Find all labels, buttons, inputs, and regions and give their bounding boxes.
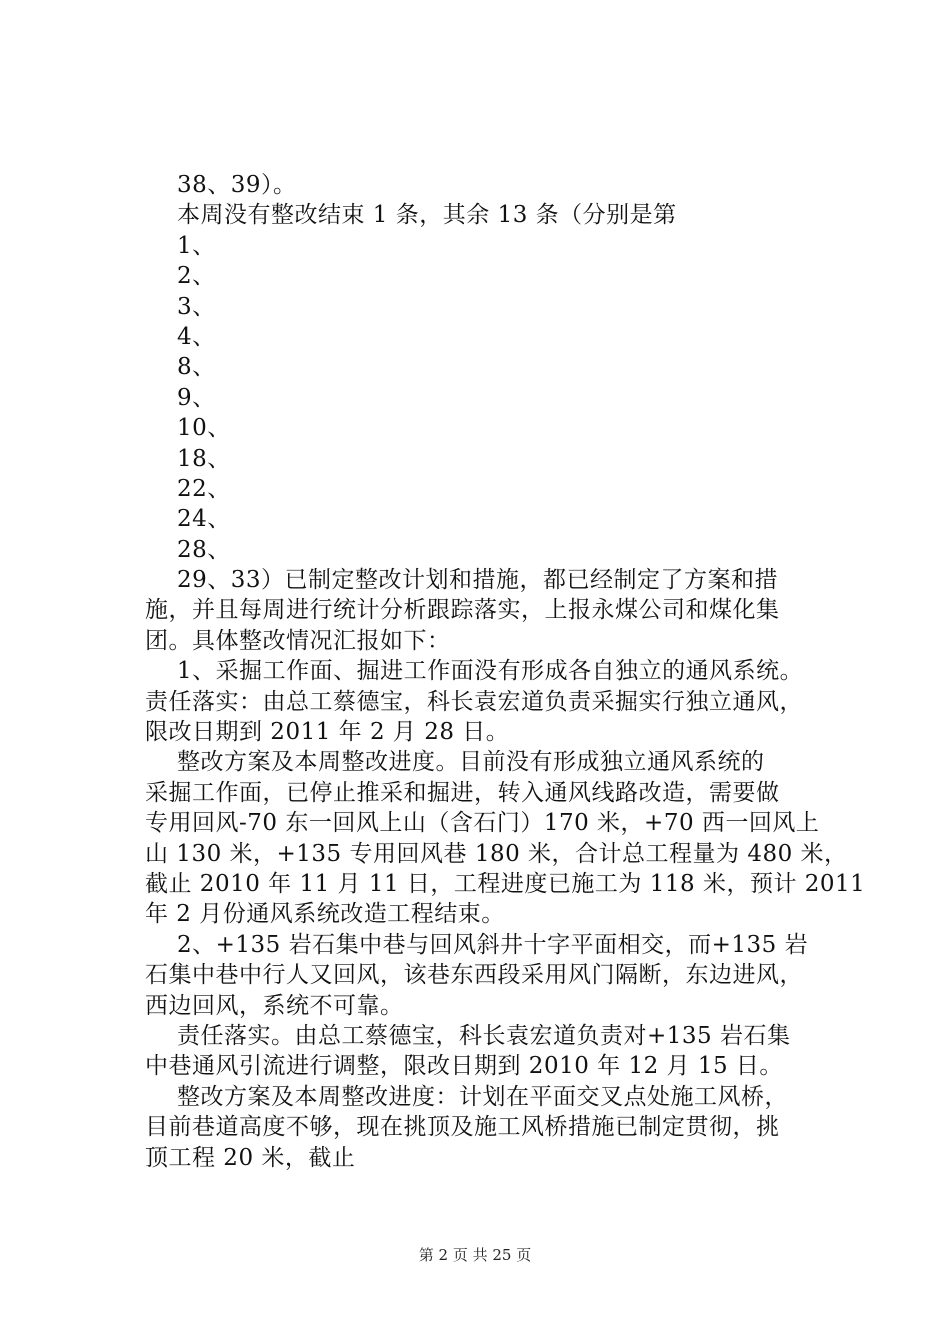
text-line: 专用回风-70 东一回风上山（含石门）170 米，+70 西一回风上 [145,810,820,837]
text-line: 团。具体整改情况汇报如下： [145,627,451,654]
text-line: 38、39）。 [177,172,297,198]
text-line: 1、采掘工作面、掘进工作面没有形成各自独立的通风系统。 [177,658,804,685]
text-line: 责任落实。由总工蔡德宝，科长袁宏道负责对+135 岩石集 [177,1022,791,1049]
text-line: 整改方案及本周整改进度：计划在平面交叉点处施工风桥， [177,1083,788,1110]
list-item: 10、 [177,415,231,442]
list-item: 1、 [177,232,216,259]
text-line: 顶工程 20 米，截止 [145,1144,356,1171]
list-item: 3、 [177,293,216,320]
document-body [145,170,866,1173]
text-line: 施，并且每周进行统计分析跟踪落实，上报永煤公司和煤化集 [145,597,780,624]
text-line: 年 2 月份通风系统改造工程结束。 [145,901,505,928]
text-line: 中巷通风引流进行调整，限改日期到 2010 年 12 月 15 日。 [145,1053,783,1080]
list-item: 4、 [177,323,216,350]
text-line: 责任落实：由总工蔡德宝，科长袁宏道负责采掘实行独立通风， [145,688,803,715]
text-line: 2、+135 岩石集中巷与回风斜井十字平面相交，而+135 岩 [177,931,809,958]
list-item: 8、 [177,354,216,381]
list-item: 28、 [177,536,231,563]
text-line: 29、33）已制定整改计划和措施，都已经制定了方案和措 [177,567,779,594]
text-line: 采掘工作面，已停止推采和掘进，转入通风线路改造，需要做 [145,779,780,806]
list-item: 2、 [177,263,216,290]
text-line: 山 130 米，+135 专用回风巷 180 米，合计总工程量为 480 米， [145,840,848,867]
text-line: 限改日期到 2011 年 2 月 28 日。 [145,719,510,746]
text-line: 西边回风，系统不可靠。 [145,992,404,1019]
text-line: 石集中巷中行人又回风，该巷东西段采用风门隔断，东边进风， [145,962,803,989]
list-item: 18、 [177,445,231,472]
list-item: 9、 [177,384,216,411]
text-line: 整改方案及本周整改进度。目前没有形成独立通风系统的 [177,749,765,776]
text-line: 截止 2010 年 11 月 11 日，工程进度已施工为 118 米，预计 2011 [145,870,866,897]
list-item: 24、 [177,506,231,533]
text-line: 目前巷道高度不够，现在挑顶及施工风桥措施已制定贯彻，挑 [145,1114,780,1141]
text-line: 本周没有整改结束 1 条，其余 13 条（分别是第 [177,202,677,229]
page-footer: 第 2 页 共 25 页 [418,1246,532,1264]
list-item: 22、 [177,475,231,502]
